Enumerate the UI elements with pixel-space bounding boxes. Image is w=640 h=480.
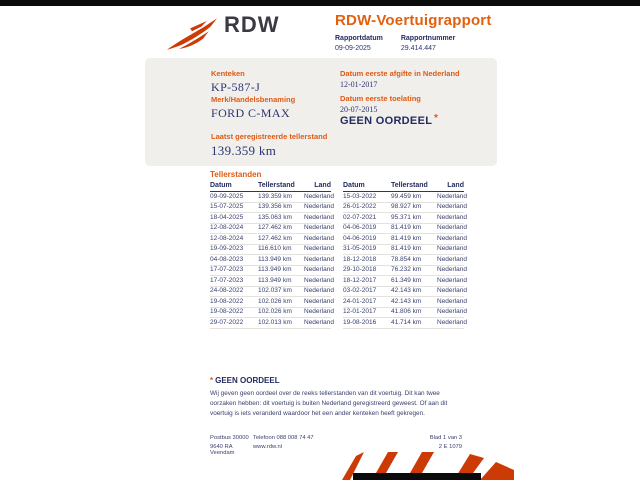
merk-field [211,95,295,121]
rdw-bird-icon [166,16,218,52]
cell-tellerstand: 135.063 km [258,213,304,224]
cell-datum: 17-07-2023 [210,265,258,276]
cell-datum: 12-01-2017 [343,307,391,318]
cell-land: Nederland [437,286,464,297]
cell-datum: 15-03-2022 [343,192,391,203]
cell-tellerstand: 42.143 km [391,286,437,297]
table-row [210,255,331,266]
toelating-label: Datum eerste toelating [340,94,421,103]
cell-land: Nederland [437,265,464,276]
cell-land: Nederland [437,255,464,266]
cell-land: Nederland [304,213,331,224]
cell-datum: 04-06-2019 [343,223,391,234]
cell-datum: 29-10-2018 [343,265,391,276]
merk-label: Merk/Handelsbenaming [211,95,296,104]
table-row [343,202,464,213]
cell-land: Nederland [304,318,331,329]
kenteken-field [211,69,260,95]
meter-table-left [210,181,334,329]
meter-table-right-body [343,192,467,329]
cell-datum: 26-01-2022 [343,202,391,213]
meter-table-right [343,181,467,329]
cell-tellerstand: 116.610 km [258,244,304,255]
vehicle-info-box [145,58,497,166]
cell-tellerstand: 81.419 km [391,223,437,234]
cell-land: Nederland [304,202,331,213]
cell-datum: 24-08-2022 [210,286,258,297]
table-row [343,307,464,318]
cell-tellerstand: 102.013 km [258,318,304,329]
cell-datum: 04-06-2019 [343,234,391,245]
cell-tellerstand: 76.232 km [391,265,437,276]
cell-tellerstand: 127.462 km [258,223,304,234]
table-row [343,255,464,266]
footnote-section [210,376,466,419]
cell-datum: 19-08-2022 [210,297,258,308]
table-row [343,213,464,224]
merk-value: FORD C-MAX [211,106,291,120]
cell-land: Nederland [437,297,464,308]
report-date-value: 09-09-2025 [335,45,371,52]
top-border-bar [0,0,640,6]
report-title: RDW-Voertuigrapport [335,12,492,29]
table-row [210,286,331,297]
tellerstanden-tables [210,181,467,329]
cell-tellerstand: 78.854 km [391,255,437,266]
cell-datum: 19-08-2016 [343,318,391,329]
report-number-block [401,35,455,52]
cell-datum: 18-12-2017 [343,276,391,287]
table-row [210,276,331,287]
bottom-border-bar [353,473,481,480]
cell-land: Nederland [304,307,331,318]
toelating-field [340,94,421,114]
cell-tellerstand: 42.143 km [391,297,437,308]
tellerstand-value: 139.359 km [211,143,277,158]
cell-land: Nederland [304,255,331,266]
cell-land: Nederland [304,192,331,203]
table-row [343,223,464,234]
footer-website: www.rdw.nl [253,444,282,450]
footer-phone: Telefoon 088 008 74 47 [253,435,314,441]
cell-tellerstand: 95.371 km [391,213,437,224]
cell-land: Nederland [304,244,331,255]
col-header-land: Land [437,181,464,192]
table-row [210,307,331,318]
cell-land: Nederland [304,234,331,245]
cell-tellerstand: 113.949 km [258,255,304,266]
footnote-text: Wij geven geen oordeel over de reeks tellerstanden van dit voertuig. Dit kan twee oorzaken hebben: dit voertuig is buiten Nederland geregistreerd geweest. Of aan dit voertuig is iets veranderd waardoor het een ander kenteken heeft gekregen. [210,390,448,417]
table-row [210,192,331,203]
cell-land: Nederland [437,276,464,287]
col-header-tellerstand: Tellerstand [258,181,304,192]
table-row [210,223,331,234]
cell-datum: 09-09-2025 [210,192,258,203]
footer-page-number: Blad 1 van 3 [429,435,462,441]
cell-tellerstand: 139.356 km [258,202,304,213]
cell-land: Nederland [437,234,464,245]
cell-tellerstand: 99.459 km [391,192,437,203]
tellerstand-label: Laatst geregistreerde tellerstand [211,132,328,141]
table-row [343,244,464,255]
table-row [343,192,464,203]
report-date-block [335,35,383,52]
cell-land: Nederland [304,286,331,297]
cell-datum: 29-07-2022 [210,318,258,329]
footnote-asterisk: * [210,376,214,385]
table-row [343,234,464,245]
footer-address-line2: 9640 RA Veendam [210,444,235,456]
rdw-logo [166,12,280,52]
cell-tellerstand: 102.026 km [258,297,304,308]
cell-datum: 18-12-2018 [343,255,391,266]
cell-land: Nederland [437,202,464,213]
cell-datum: 17-07-2023 [210,276,258,287]
report-date-label: Rapportdatum [335,35,383,42]
table-row [210,265,331,276]
afgifte-label: Datum eerste afgifte in Nederland [340,69,460,78]
table-header-row [210,181,331,192]
cell-land: Nederland [304,276,331,287]
footer-form-code: 2 E 1079 [438,444,462,450]
table-header-row [343,181,464,192]
table-row [210,244,331,255]
footnote-title [210,376,466,385]
footer-address-line1: Postbus 30000 [210,435,249,441]
cell-tellerstand: 113.949 km [258,276,304,287]
cell-tellerstand: 98.927 km [391,202,437,213]
tellerstand-field [211,132,327,159]
oordeel-asterisk: * [434,113,438,124]
cell-land: Nederland [437,192,464,203]
report-meta [335,35,535,52]
cell-datum: 18-04-2025 [210,213,258,224]
table-row [210,202,331,213]
afgifte-value: 12-01-2017 [340,80,378,89]
cell-tellerstand: 127.462 km [258,234,304,245]
cell-land: Nederland [437,213,464,224]
col-header-datum: Datum [210,181,258,192]
cell-datum: 19-08-2022 [210,307,258,318]
footer-address [210,435,253,459]
kenteken-value: KP-587-J [211,80,261,94]
cell-land: Nederland [437,244,464,255]
cell-tellerstand: 139.359 km [258,192,304,203]
cell-datum: 12-08-2024 [210,234,258,245]
cell-datum: 15-07-2025 [210,202,258,213]
report-number-label: Rapportnummer [400,35,456,42]
cell-land: Nederland [304,223,331,234]
cell-datum: 02-07-2021 [343,213,391,224]
col-header-land: Land [304,181,331,192]
kenteken-label: Kenteken [211,69,245,78]
table-row [210,297,331,308]
toelating-value: 20-07-2015 [340,105,378,114]
footnote-title-text: GEEN OORDEEL [215,376,280,385]
cell-land: Nederland [437,318,464,329]
rdw-logo-text: RDW [224,12,280,37]
table-row [343,276,464,287]
cell-land: Nederland [304,265,331,276]
cell-datum: 03-02-2017 [343,286,391,297]
cell-land: Nederland [437,223,464,234]
table-row [210,234,331,245]
table-row [210,318,331,329]
cell-datum: 31-05-2019 [343,244,391,255]
cell-tellerstand: 41.806 km [391,307,437,318]
cell-tellerstand: 61.349 km [391,276,437,287]
afgifte-field [340,69,460,89]
oordeel-badge: GEEN OORDEEL [340,115,433,127]
table-row [210,213,331,224]
cell-datum: 24-01-2017 [343,297,391,308]
cell-tellerstand: 81.419 km [391,244,437,255]
meter-table-left-body [210,192,334,329]
table-row [343,297,464,308]
cell-tellerstand: 113.949 km [258,265,304,276]
cell-datum: 12-08-2024 [210,223,258,234]
tellerstanden-heading: Tellerstanden [210,170,262,179]
cell-tellerstand: 102.037 km [258,286,304,297]
cell-land: Nederland [304,297,331,308]
cell-datum: 04-08-2023 [210,255,258,266]
table-row [343,318,464,329]
table-row [343,286,464,297]
report-number-value: 29.414.447 [400,45,436,52]
col-header-tellerstand: Tellerstand [391,181,437,192]
cell-tellerstand: 81.419 km [391,234,437,245]
cell-tellerstand: 41.714 km [391,318,437,329]
col-header-datum: Datum [343,181,391,192]
cell-datum: 19-09-2023 [210,244,258,255]
cell-tellerstand: 102.026 km [258,307,304,318]
title-block [335,12,535,52]
cell-land: Nederland [437,307,464,318]
table-row [343,265,464,276]
